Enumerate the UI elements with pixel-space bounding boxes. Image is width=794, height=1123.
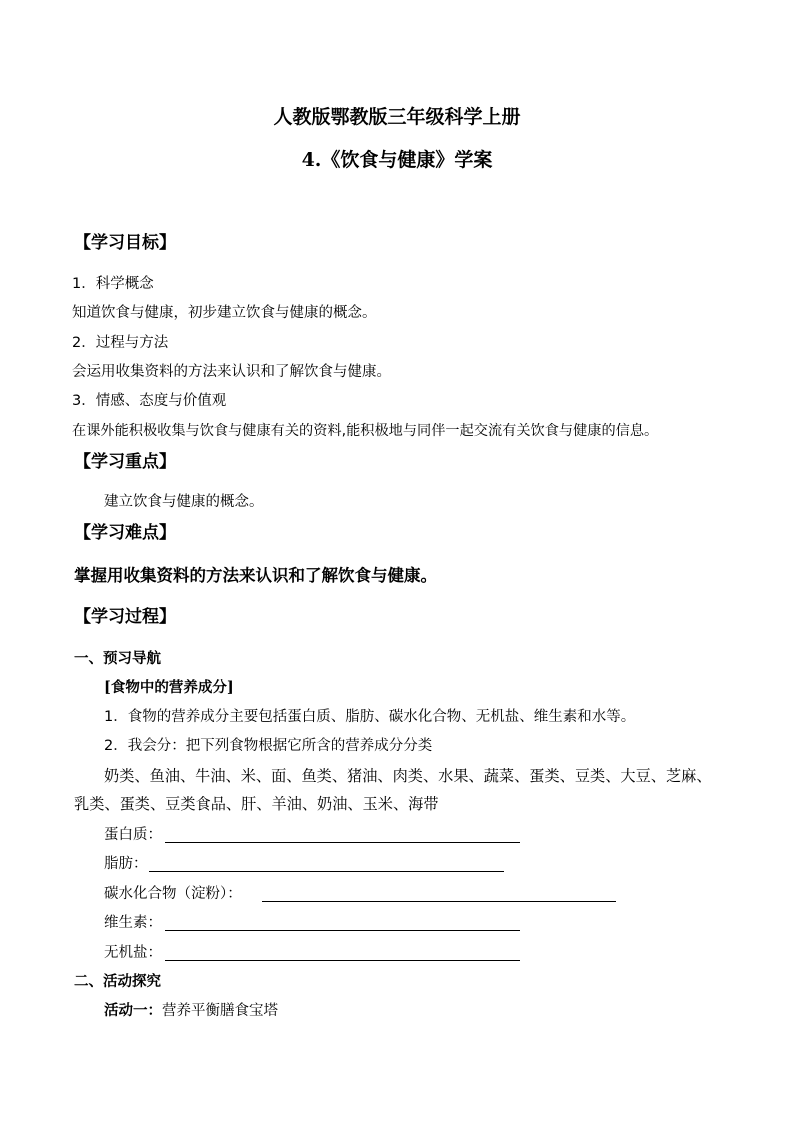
- carbohydrate-answer-line[interactable]: [262, 901, 616, 902]
- protein-label: 蛋白质：: [104, 827, 162, 843]
- activity-1-label: 活动一：: [104, 1002, 162, 1019]
- section-1-title: 一、预习导航: [74, 650, 161, 667]
- document-title: 人教版鄂教版三年级科学上册: [273, 106, 521, 128]
- nutrients-item-1: 1．食物的营养成分主要包括蛋白质、脂肪、碳水化合物、无机盐、维生素和水等。: [104, 709, 636, 725]
- fat-label: 脂肪：: [104, 856, 148, 872]
- difficulty-text: 掌握用收集资料的方法来认识和了解饮食与健康。: [74, 566, 437, 585]
- focus-text: 建立饮食与健康的概念。: [104, 494, 264, 510]
- nutrients-subtitle: [食物中的营养成分]: [104, 679, 234, 696]
- mineral-answer-line[interactable]: [165, 960, 520, 961]
- nutrients-item-2: 2．我会分：把下列食物根据它所含的营养成分分类: [104, 738, 433, 754]
- carbohydrate-label: 碳水化合物（淀粉）：: [104, 886, 242, 902]
- activity-1-text: 营养平衡膳食宝塔: [162, 1003, 278, 1019]
- goal-3-text: 在课外能积极收集与饮食与健康有关的资料,能积极地与同伴一起交流有关饮食与健康的信息。: [72, 423, 659, 439]
- vitamin-answer-line[interactable]: [165, 930, 520, 931]
- document-subtitle: 4.《饮食与健康》学案: [301, 149, 493, 171]
- goals-heading: 【学习目标】: [74, 233, 176, 253]
- goal-2-label: 2．过程与方法: [72, 335, 169, 351]
- goal-2-text: 会运用收集资料的方法来认识和了解饮食与健康。: [72, 364, 391, 380]
- section-2-title: 二、活动探究: [74, 973, 161, 990]
- mineral-label: 无机盐：: [104, 945, 162, 961]
- foods-list-line-2: 乳类、蛋类、豆类食品、肝、羊油、奶油、玉米、海带: [74, 795, 439, 813]
- focus-heading: 【学习重点】: [74, 452, 176, 472]
- vitamin-label: 维生素：: [104, 915, 162, 931]
- fat-answer-line[interactable]: [149, 871, 504, 872]
- goal-1-text: 知道饮食与健康，初步建立饮食与健康的概念。: [72, 305, 377, 321]
- goal-3-label: 3．情感、态度与价值观: [72, 393, 227, 409]
- protein-answer-line[interactable]: [165, 842, 520, 843]
- foods-list-line-1: 奶类、鱼油、牛油、米、面、鱼类、猪油、肉类、水果、蔬菜、蛋类、豆类、大豆、芝麻、: [104, 767, 712, 785]
- goal-1-label: 1．科学概念: [72, 276, 154, 292]
- activity-1: [104, 1004, 278, 1019]
- difficulty-heading: 【学习难点】: [74, 523, 176, 543]
- process-heading: 【学习过程】: [74, 607, 176, 627]
